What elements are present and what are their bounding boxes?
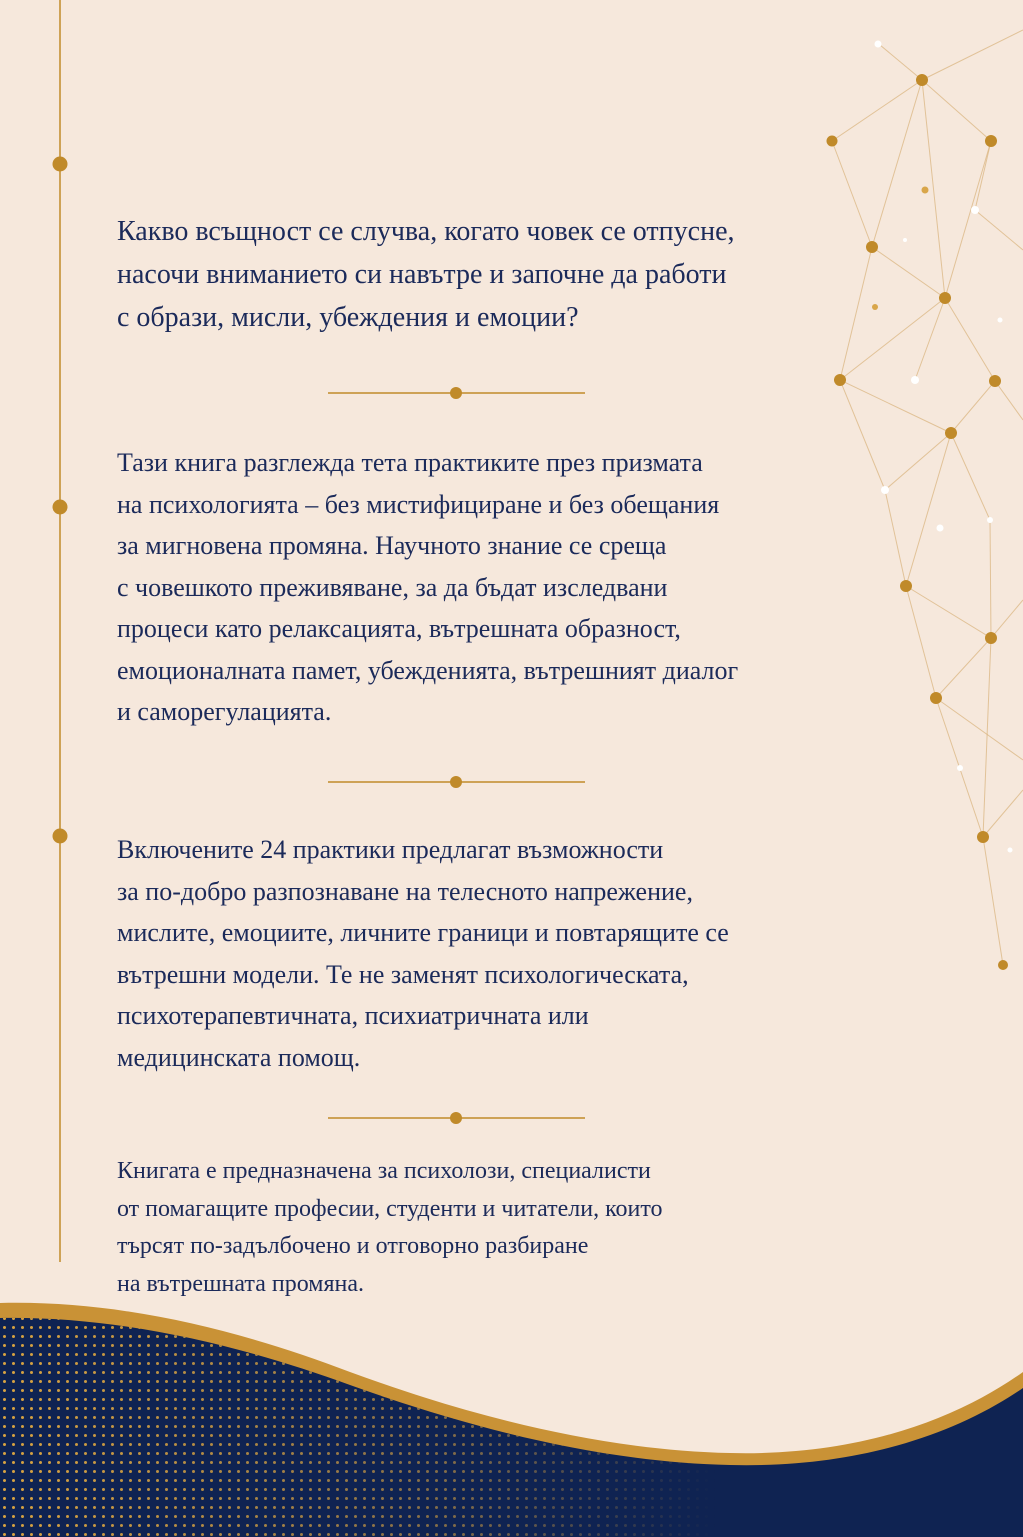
text-line: Тази книга разглежда тета практиките през призмата <box>117 448 703 477</box>
paragraph-book-approach <box>117 442 777 733</box>
separator-1 <box>328 387 585 399</box>
text-line: на психологията – без мистифициране и без обещания <box>117 489 720 519</box>
left-timeline <box>53 0 68 1262</box>
bottom-wave <box>0 1300 1023 1537</box>
text-line: с образи, мисли, убеждения и емоции? <box>117 302 579 333</box>
constellation-sparkles <box>875 41 1013 853</box>
text-line: с човешкото преживяване, за да бъдат изследвани <box>117 572 668 602</box>
text-line: за мигновена промяна. Научното знание се среща <box>117 531 667 560</box>
paragraph-audience <box>117 1153 777 1303</box>
text-line: медицинската помощ. <box>117 1042 361 1072</box>
text-line: вътрешни модели. Те не заменят психологическата, <box>117 959 689 989</box>
text-line: Включените 24 практики предлагат възможности <box>117 835 664 864</box>
text-line: насочи вниманието си навътре и започне да работи <box>117 259 727 290</box>
text-line: и саморегулацията. <box>117 697 332 726</box>
text-line: психотерапевтичната, психиатричната или <box>117 1001 589 1030</box>
text-line: от помагащите професии, студенти и читатели, които <box>117 1195 663 1222</box>
paragraph-practices <box>117 829 777 1078</box>
paragraph-intro <box>117 210 777 339</box>
text-line: за по-добро разпознаване на телесното напрежение, <box>117 876 693 906</box>
text-line: процеси като релаксацията, вътрешната образност, <box>117 614 681 643</box>
text-line: мислите, емоциите, личните граници и повтарящите се <box>117 918 729 947</box>
separator-3 <box>328 1112 585 1124</box>
text-line: Какво всъщност се случва, когато човек се отпусне, <box>117 216 735 247</box>
text-line: Книгата е предназначена за психолози, специалисти <box>117 1158 651 1184</box>
separator-2 <box>328 776 585 788</box>
text-line: търсят по-задълбочено и отговорно разбиране <box>117 1233 589 1259</box>
text-line: емоционалната памет, убежденията, вътрешният диалог <box>117 655 739 685</box>
constellation-network <box>832 30 1023 965</box>
constellation-nodes <box>827 74 1009 970</box>
text-line: на вътрешната промяна. <box>117 1270 364 1297</box>
